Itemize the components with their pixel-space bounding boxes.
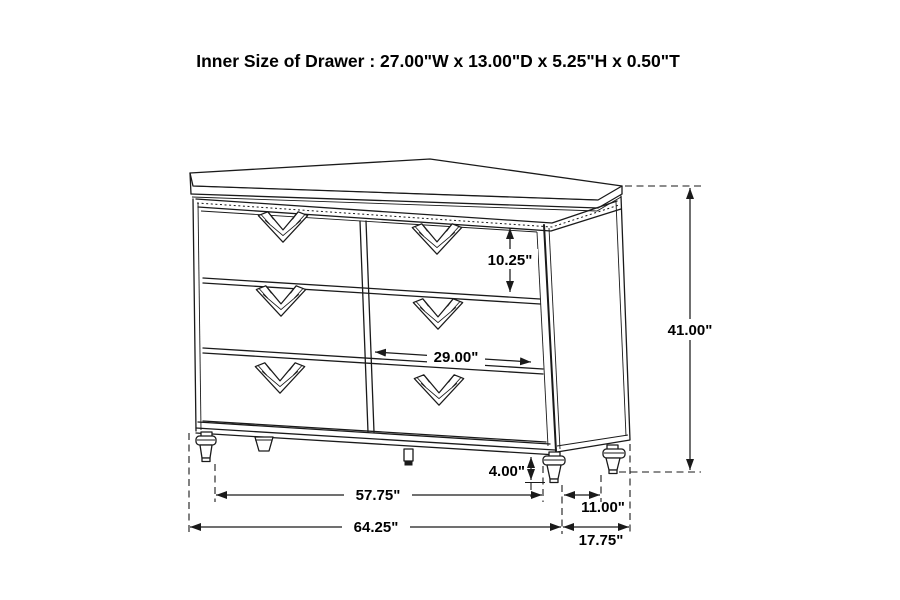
- dimension-leg-height: [489, 457, 545, 483]
- drawer-handle-icon: [414, 375, 463, 405]
- back-right-leg: [603, 445, 625, 474]
- center-leg: [404, 449, 413, 465]
- dresser-drawing: [190, 159, 630, 483]
- middle-left-leg: [255, 437, 273, 451]
- dimension-drawer-face-width: [375, 346, 531, 366]
- dimension-label-drawer-width: 29.00": [433, 349, 479, 366]
- dimension-label-total-depth: 17.75": [578, 532, 624, 549]
- dimension-label-leg-height: 4.00": [488, 463, 525, 480]
- drawer-handle-icon: [413, 299, 462, 329]
- dimension-side-leg-span: [564, 475, 625, 516]
- dimension-label-drawer-height: 10.25": [487, 252, 533, 269]
- dimension-drawer-face-height: [482, 228, 538, 292]
- dimension-label-side-leg-span: 11.00": [581, 499, 625, 516]
- front-left-leg: [196, 432, 216, 462]
- dimension-label-total-height: 41.00": [667, 322, 713, 339]
- dimension-label-front-leg-span: 57.75": [355, 487, 401, 504]
- drawer-handle-icon: [412, 224, 461, 254]
- drawer-handles: [255, 212, 463, 405]
- side-panel: [549, 196, 630, 452]
- dimension-label-total-width: 64.25": [353, 519, 399, 536]
- front-right-leg: [543, 452, 565, 483]
- drawer-handle-icon: [255, 363, 304, 393]
- case-front: [193, 199, 557, 455]
- diagram-title: Inner Size of Drawer : 27.00"W x 13.00"D x 5.25"H x 0.50"T: [196, 51, 680, 71]
- dimension-total-height: [619, 186, 720, 472]
- drawer-handle-icon: [256, 286, 305, 316]
- legs: [196, 432, 625, 483]
